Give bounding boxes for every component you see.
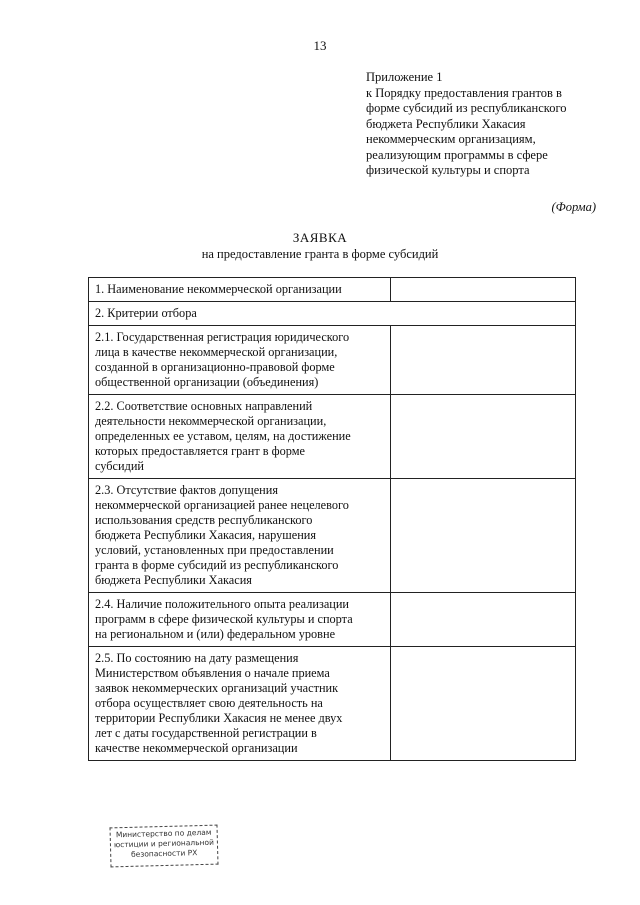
appendix-line: бюджета Республики Хакасия	[366, 116, 526, 131]
criterion-text-line: использования средств республиканского	[95, 513, 313, 527]
table-row	[89, 647, 576, 761]
appendix-line: реализующим программы в сфере	[366, 147, 548, 162]
criterion-label-cell	[89, 278, 391, 302]
criterion-text-line: Министерством объявления о начале приема	[95, 666, 330, 680]
criterion-value-cell[interactable]	[390, 395, 575, 479]
criterion-text-line: 2.4. Наличие положительного опыта реализации	[95, 597, 350, 611]
stamp-line: Министерство по делам	[115, 827, 212, 840]
table-row	[89, 326, 576, 395]
criterion-text-line: определенных ее уставом, целям, на достижение	[95, 429, 351, 443]
appendix-header	[366, 70, 616, 179]
appendix-line: физической культуры и спорта	[366, 163, 530, 177]
criterion-value-cell[interactable]	[390, 479, 575, 593]
criterion-text-line: заявок некоммерческих организаций участник	[95, 681, 339, 695]
criterion-text-line: качестве некоммерческой организации	[95, 741, 298, 755]
table-row	[89, 395, 576, 479]
document-subtitle: на предоставление гранта в форме субсидий	[201, 247, 439, 261]
criterion-text-line: 1. Наименование некоммерческой организации	[95, 282, 342, 296]
stamp-line: юстиции и региональной	[113, 837, 215, 850]
criterion-label-cell	[89, 326, 391, 395]
criterion-label-cell	[89, 647, 391, 761]
criterion-value-cell[interactable]	[390, 278, 575, 302]
criterion-text-line: которых предоставляется грант в форме	[95, 444, 305, 458]
criterion-value-cell[interactable]	[390, 593, 575, 647]
table-row	[89, 278, 576, 302]
criterion-value-cell[interactable]	[390, 326, 575, 395]
page-number: 13	[313, 38, 327, 53]
criterion-text-line: гранта в форме субсидий из республиканского	[95, 558, 339, 572]
criterion-text-line: субсидий	[95, 459, 144, 473]
criterion-text-line: лица в качестве некоммерческой организации,	[95, 345, 338, 359]
registration-stamp	[109, 825, 218, 868]
criterion-text-line: 2.1. Государственная регистрация юридического	[95, 330, 350, 344]
application-table	[88, 277, 576, 761]
form-mark: (Форма)	[551, 200, 596, 214]
appendix-line: к Порядку предоставления грантов в	[366, 85, 562, 100]
application-table-body	[89, 278, 576, 761]
criterion-text-line: на региональном и (или) федеральном уровне	[95, 627, 336, 641]
table-row	[89, 593, 576, 647]
criterion-text-line: бюджета Республики Хакасия, нарушения	[95, 528, 317, 542]
criterion-text-line: 2.2. Соответствие основных направлений	[95, 399, 313, 413]
criterion-text-line: 2.5. По состоянию на дату размещения	[95, 651, 299, 665]
criterion-text-line: бюджета Республики Хакасия	[95, 573, 252, 587]
criterion-text-line: 2.3. Отсутствие фактов допущения	[95, 483, 279, 497]
criterion-label-cell	[89, 479, 391, 593]
criterion-text-line: деятельности некоммерческой организации,	[95, 414, 327, 428]
criterion-text-line: общественной организации (объединения)	[95, 375, 319, 389]
criterion-label-cell	[89, 395, 391, 479]
criterion-text-line: созданной в организационно-правовой форме	[95, 360, 335, 374]
criterion-label-cell	[89, 593, 391, 647]
criterion-label-cell	[89, 302, 576, 326]
table-row	[89, 479, 576, 593]
stamp-line: безопасности РХ	[130, 848, 198, 859]
appendix-line: форме субсидий из республиканского	[366, 101, 567, 115]
criterion-text-line: отбора осуществляет свою деятельность на	[95, 696, 323, 710]
criterion-text-line: лет с даты государственной регистрации в	[95, 726, 317, 740]
criterion-text-line: территории Республики Хакасия не менее двух	[95, 711, 343, 725]
criterion-text-line: программ в сфере физической культуры и спорта	[95, 612, 353, 626]
criterion-text-line: условий, установленных при предоставлении	[95, 543, 334, 557]
criterion-text-line: 2. Критерии отбора	[95, 306, 197, 320]
table-row	[89, 302, 576, 326]
criterion-value-cell[interactable]	[390, 647, 575, 761]
document-title: ЗАЯВКА	[292, 230, 348, 245]
appendix-line: некоммерческим организациям,	[366, 132, 536, 146]
appendix-line: Приложение 1	[366, 70, 443, 84]
criterion-text-line: некоммерческой организацией ранее нецелевого	[95, 498, 349, 512]
